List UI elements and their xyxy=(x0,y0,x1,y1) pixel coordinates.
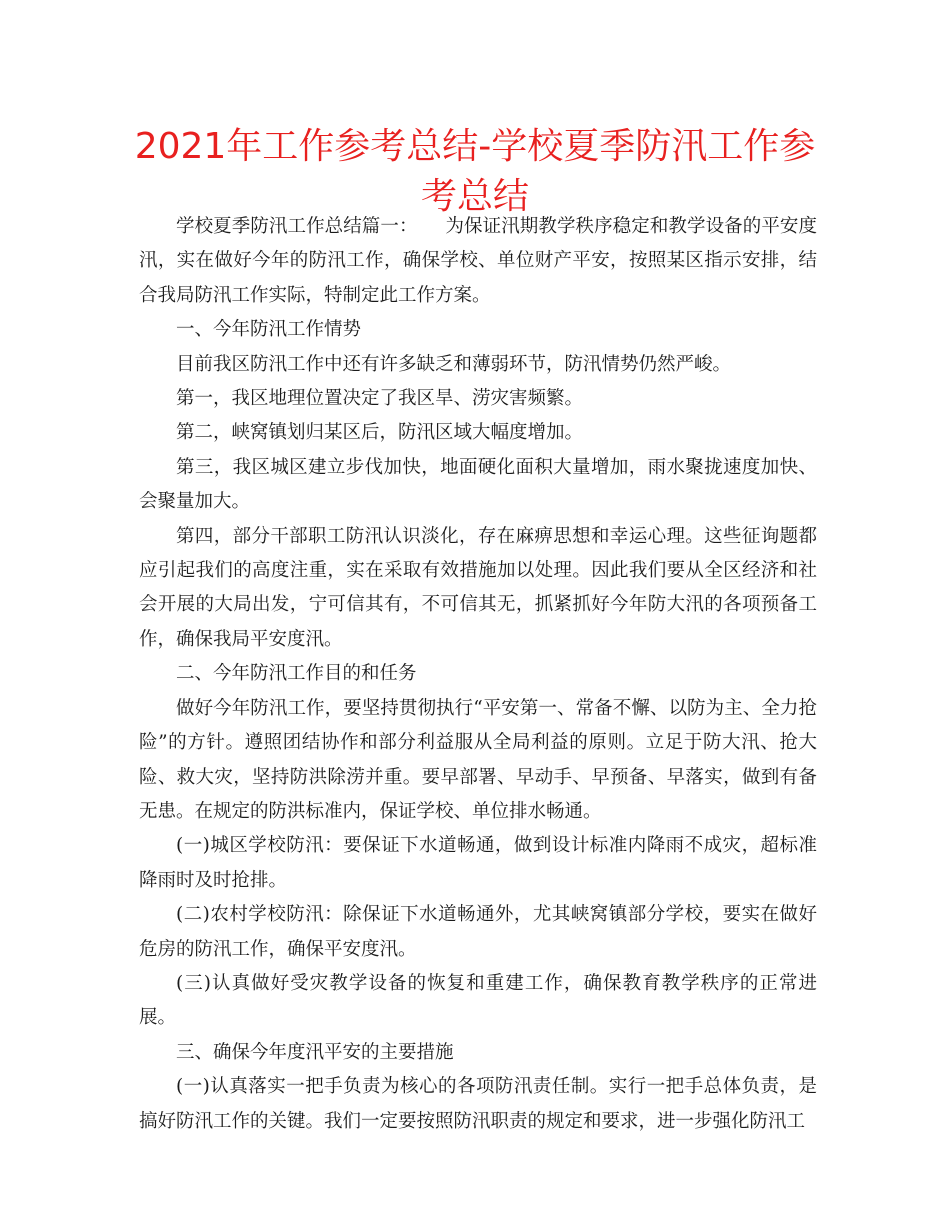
section-heading: 三、确保今年度汛平安的主要措施 xyxy=(176,1041,454,1063)
paragraph: 第三，我区城区建立步伐加快，地面硬化面积大量增加，雨水聚拢速度加快、会聚量加大。 xyxy=(139,456,817,513)
paragraph: (三)认真做好受灾教学设备的恢复和重建工作，确保教育教学秩序的正常进展。 xyxy=(139,972,817,1029)
section-heading: 二、今年防汛工作目的和任务 xyxy=(176,663,417,685)
paragraph: 第一，我区地理位置决定了我区旱、涝灾害频繁。 xyxy=(176,388,584,410)
paragraph: (一)认真落实一把手负责为核心的各项防汛责任制。实行一把手总体负责，是搞好防汛工作的关键。我们一定要按照防汛职责的规定和要求，进一步强化防汛工 xyxy=(139,1076,817,1132)
paragraph: 第四，部分干部职工防汛认识淡化，存在麻痹思想和幸运心理。这些征询题都应引起我们的高度注重，实在采取有效措施加以处理。因此我们要从全区经济和社会开展的大局出发，宁可信其有，不可信其无，抓紧抓好今年防大汛的各项预备工作，确保我局平安度汛。 xyxy=(139,525,817,650)
paragraph: (一)城区学校防汛：要保证下水道畅通，做到设计标准内降雨不成灾，超标准降雨时及时抢排。 xyxy=(139,835,817,891)
section-heading: 一、今年防汛工作情势 xyxy=(176,319,362,341)
paragraph: (二)农村学校防汛：除保证下水道畅通外，尤其峡窝镇部分学校，要实在做好危房的防汛工作，确保平安度汛。 xyxy=(139,904,817,960)
paragraph: 第二，峡窝镇划归某区后，防汛区域大幅度增加。 xyxy=(176,422,584,444)
document-body xyxy=(139,210,817,1139)
document-title: 2021年工作参考总结-学校夏季防汛工作参考总结 xyxy=(134,126,816,217)
paragraph: 目前我区防汛工作中还有许多缺乏和薄弱环节，防汛情势仍然严峻。 xyxy=(176,353,732,375)
paragraph: 学校夏季防汛工作总结篇一： 为保证汛期教学秩序稳定和教学设备的平安度汛，实在做好今年的防汛工作，确保学校、单位财产平安，按照某区指示安排，结合我局防汛工作实际，特制定此工作方案。 xyxy=(139,216,817,306)
paragraph: 做好今年防汛工作，要坚持贯彻执行“平安第一、常备不懈、以防为主、全力抢险”的方针。遵照团结协作和部分利益服从全局利益的原则。立足于防大汛、抢大险、救大灾，坚持防洪除涝并重。要早部署、早动手、早预备、早落实，做到有备无患。在规定的防洪标准内，保证学校、单位排水畅通。 xyxy=(139,697,817,822)
